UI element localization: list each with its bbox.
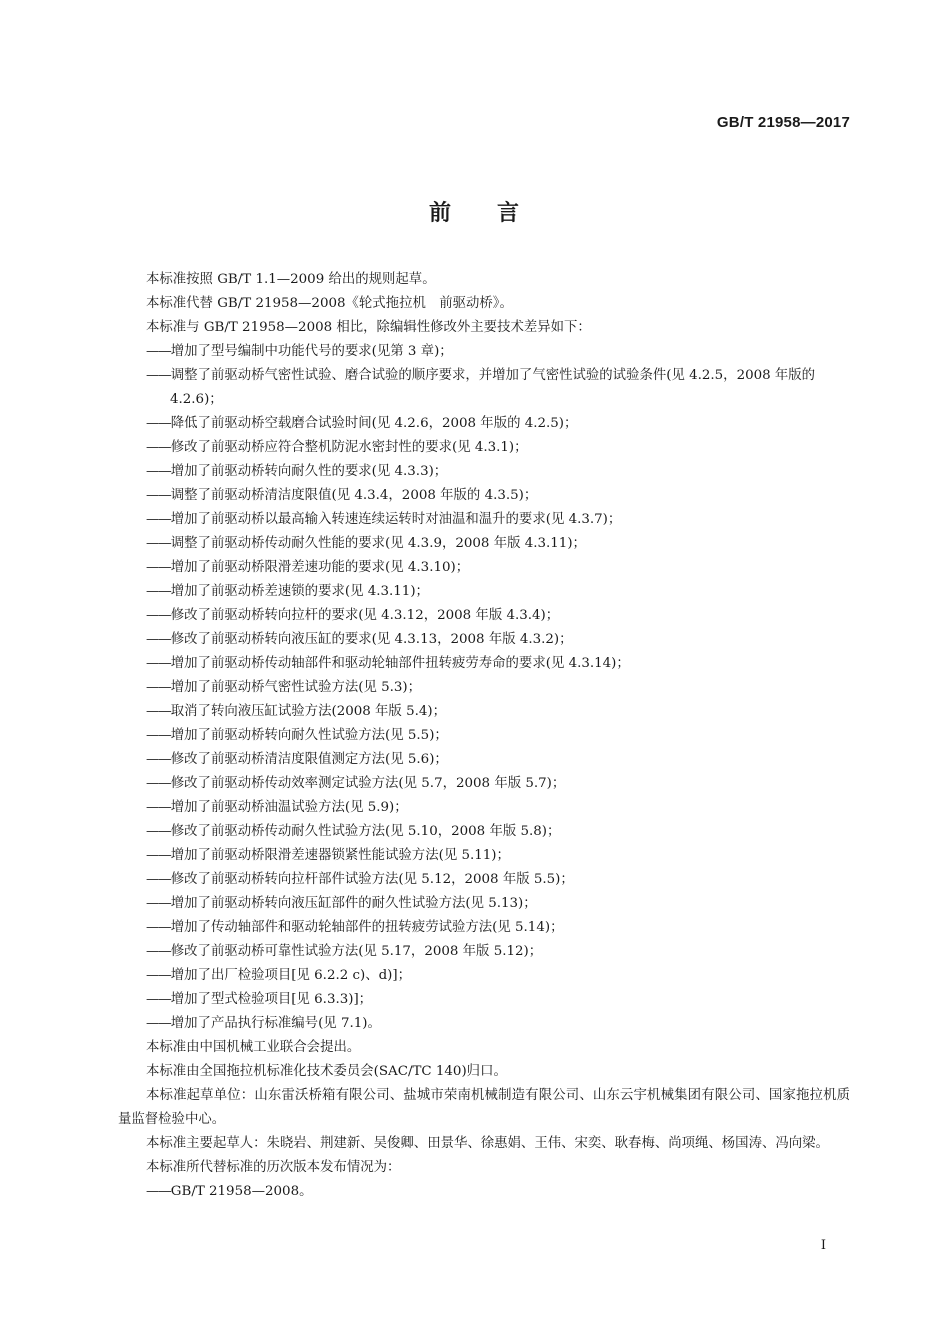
change-item: ——修改了前驱动桥应符合整机防泥水密封性的要求(见 4.3.1)； [146,440,528,455]
change-item: ——修改了前驱动桥转向拉杆的要求(见 4.3.12，2008 年版 4.3.4)； [146,608,560,623]
change-item: ——增加了传动轴部件和驱动轮轴部件的扭转疲劳试验方法(见 5.14)； [146,920,564,935]
change-item: ——修改了前驱动桥传动耐久性试验方法(见 5.10，2008 年版 5.8)； [146,824,561,839]
intro-paragraph-3: 本标准与 GB/T 21958—2008 相比，除编辑性修改外主要技术差异如下： [146,320,591,335]
technical-changes-list [118,340,850,1036]
change-item: ——调整了前驱动桥传动耐久性能的要求(见 4.3.9，2008 年版 4.3.11)； [146,536,586,551]
change-item: ——增加了前驱动桥油温试验方法(见 5.9)； [146,800,408,815]
change-item: ——修改了前驱动桥传动效率测定试验方法(见 5.7，2008 年版 5.7)； [146,776,566,791]
change-item: ——调整了前驱动桥气密性试验、磨合试验的顺序要求，并增加了气密性试验的试验条件(见 4.2.5，2008 年版的 4.2.6)； [146,368,816,407]
change-item: ——增加了型号编制中功能代号的要求(见第 3 章)； [146,344,453,359]
change-item: ——修改了前驱动桥转向拉杆部件试验方法(见 5.12，2008 年版 5.5)； [146,872,574,887]
drafters-paragraph: 本标准主要起草人：朱晓岩、荆建新、吴俊卿、田景华、徐惠娟、王伟、宋奕、耿春梅、尚项绳、杨国涛、冯向梁。 [146,1136,829,1151]
managed-by-paragraph: 本标准由全国拖拉机标准化技术委员会(SAC/TC 140)归口。 [146,1064,507,1079]
change-item: ——增加了型式检验项目[见 6.3.3)]； [146,992,373,1007]
title-char-2: 言 [497,201,522,226]
intro-paragraph-1: 本标准按照 GB/T 1.1—2009 给出的规则起草。 [146,272,436,287]
change-item: ——增加了前驱动桥以最高输入转速连续运转时对油温和温升的要求(见 4.3.7)； [146,512,622,527]
change-item: ——取消了转向液压缸试验方法(2008 年版 5.4)； [146,704,446,719]
history-intro-paragraph: 本标准所代替标准的历次版本发布情况为： [146,1160,401,1175]
history-item: ——GB/T 21958—2008。 [146,1184,313,1199]
change-item: ——修改了前驱动桥清洁度限值测定方法(见 5.6)； [146,752,448,767]
drafting-units-paragraph: 本标准起草单位：山东雷沃桥箱有限公司、盐城市荣南机械制造有限公司、山东云宇机械集团有限公司、国家拖拉机质量监督检验中心。 [118,1088,850,1127]
change-item: ——增加了前驱动桥传动轴部件和驱动轮轴部件扭转疲劳寿命的要求(见 4.3.14)； [146,656,630,671]
page-number: I [820,1238,826,1253]
change-item: ——修改了前驱动桥转向液压缸的要求(见 4.3.13，2008 年版 4.3.2)； [146,632,573,647]
change-item: ——修改了前驱动桥可靠性试验方法(见 5.17，2008 年版 5.12)； [146,944,543,959]
preface-body [118,268,850,1204]
standard-code-header: GB/T 21958—2017 [716,114,850,131]
intro-paragraph-2: 本标准代替 GB/T 21958—2008《轮式拖拉机 前驱动桥》。 [146,296,513,311]
change-item: ——增加了前驱动桥限滑差速功能的要求(见 4.3.10)； [146,560,470,575]
change-item: ——增加了产品执行标准编号(见 7.1)。 [146,1016,381,1031]
change-item: ——增加了前驱动桥限滑差速器锁紧性能试验方法(见 5.11)； [146,848,510,863]
change-item: ——增加了前驱动桥转向液压缸部件的耐久性试验方法(见 5.13)； [146,896,537,911]
change-item: ——增加了前驱动桥差速锁的要求(见 4.3.11)； [146,584,429,599]
page-title [0,196,950,227]
change-item: ——增加了出厂检验项目[见 6.2.2 c)、d)]； [146,968,412,983]
title-char-1: 前 [428,201,453,226]
change-item: ——增加了前驱动桥转向耐久性的要求(见 4.3.3)； [146,464,448,479]
proposed-by-paragraph: 本标准由中国机械工业联合会提出。 [146,1040,361,1055]
change-item: ——调整了前驱动桥清洁度限值(见 4.3.4，2008 年版的 4.3.5)； [146,488,538,503]
change-item: ——降低了前驱动桥空载磨合试验时间(见 4.2.6，2008 年版的 4.2.5)； [146,416,578,431]
change-item: ——增加了前驱动桥转向耐久性试验方法(见 5.5)； [146,728,448,743]
change-item: ——增加了前驱动桥气密性试验方法(见 5.3)； [146,680,422,695]
